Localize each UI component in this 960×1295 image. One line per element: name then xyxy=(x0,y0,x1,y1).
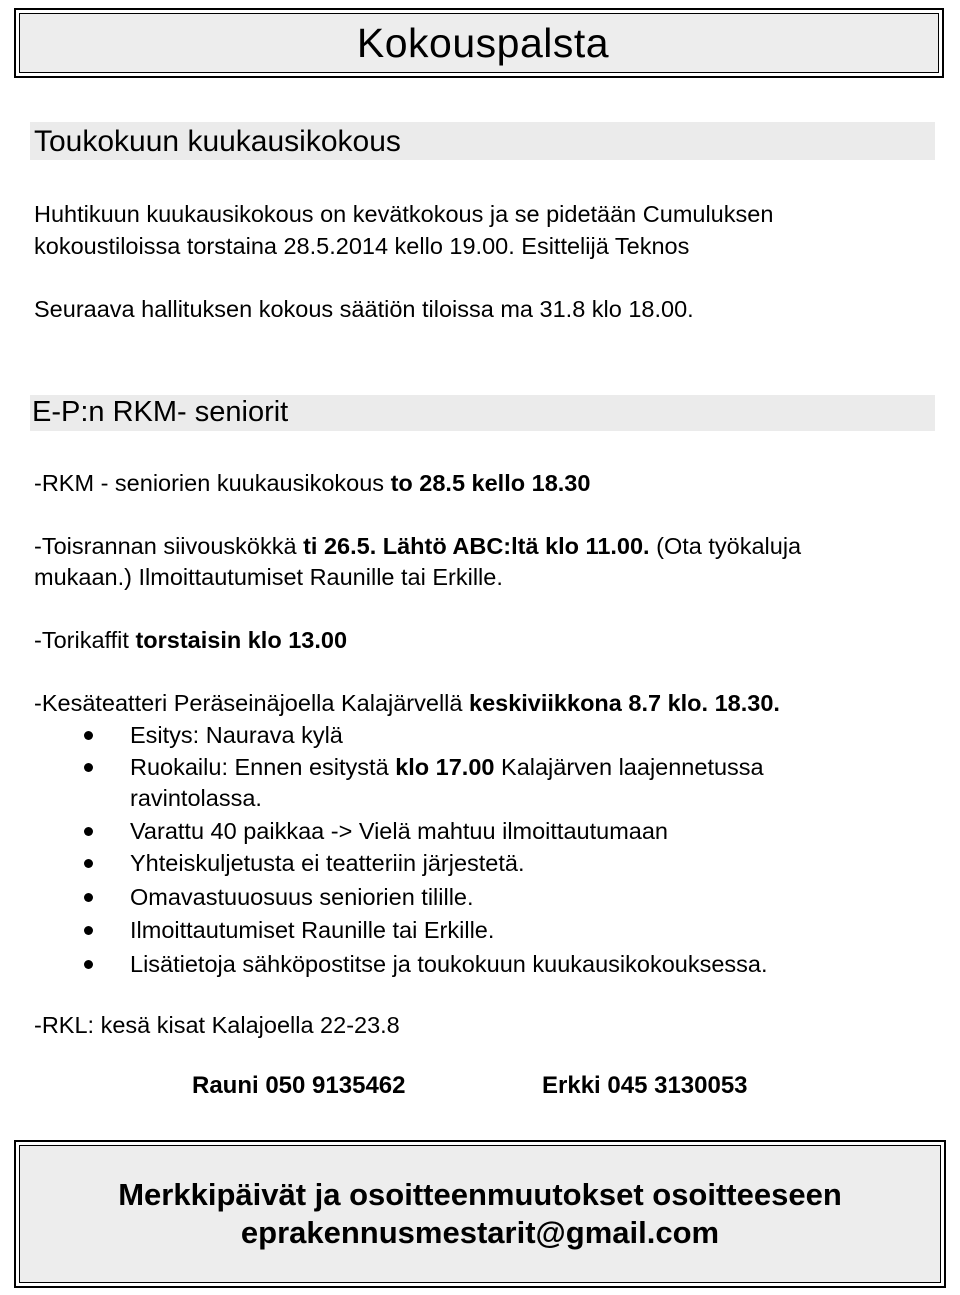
footer-box xyxy=(14,1140,946,1288)
contact-erkki: Erkki 045 3130053 xyxy=(542,1072,748,1099)
bullet-icon xyxy=(84,763,93,772)
paragraph-board-meeting: Seuraava hallituksen kokous säätiön tiloissa ma 31.8 klo 18.00. xyxy=(34,296,694,322)
item-text: -Toisrannan siivouskökkä xyxy=(34,533,304,559)
footer-inner xyxy=(19,1145,941,1283)
section-heading-band xyxy=(30,122,935,160)
item-text: -RKM - seniorien kuukausikokous xyxy=(34,470,391,496)
bullet-item: Yhteiskuljetusta ei teatteriin järjestetä. xyxy=(130,850,525,876)
section-heading-monthly-meeting: Toukokuun kuukausikokous xyxy=(34,125,401,158)
bullet-item: Varattu 40 paikkaa -> Vielä mahtuu ilmoittautumaan xyxy=(130,818,668,844)
footer-email: eprakennusmestarit@gmail.com xyxy=(240,1215,720,1250)
list-item xyxy=(34,625,347,655)
bullet-item: Esitys: Naurava kylä xyxy=(130,722,343,748)
bullet-icon xyxy=(84,926,93,935)
page-title: Kokouspalsta xyxy=(356,19,610,66)
item-date: torstaisin klo 13.00 xyxy=(135,627,348,653)
bullet-icon xyxy=(84,893,93,902)
contact-rauni: Rauni 050 9135462 xyxy=(192,1072,406,1099)
bullet-item: Omavastuuosuus seniorien tilille. xyxy=(130,884,474,910)
section-heading-band xyxy=(30,395,935,431)
section-heading-seniors: E-P:n RKM- seniorit xyxy=(32,396,289,428)
bullet-icon xyxy=(84,731,93,740)
bullet-item: Lisätietoja sähköpostitse ja toukokuun kuukausikokouksessa. xyxy=(130,951,768,977)
list-item xyxy=(34,468,590,498)
list-item xyxy=(34,531,801,561)
footer-text: Merkkipäivät ja osoitteenmuutokset osoitteeseen xyxy=(118,1177,842,1212)
bullet-text: Kalajärven laajennetussa xyxy=(494,754,764,780)
item-date: to 28.5 kello 18.30 xyxy=(390,470,591,496)
rkl-note: -RKL: kesä kisat Kalajoella 22-23.8 xyxy=(34,1012,400,1038)
bullet-icon xyxy=(84,859,93,868)
item-text: -Kesäteatteri Peräseinäjoella Kalajärvellä xyxy=(34,690,469,716)
bullet-time: klo 17.00 xyxy=(395,754,495,780)
title-box xyxy=(14,8,944,78)
item-date: ti 26.5. Lähtö ABC:ltä klo 11.00. xyxy=(303,533,650,559)
bullet-icon xyxy=(84,827,93,836)
bullet-item-continuation: ravintolassa. xyxy=(130,785,262,811)
item-text: -Torikaffit xyxy=(34,627,136,653)
paragraph-line: Huhtikuun kuukausikokous on kevätkokous ja se pidetään Cumuluksen xyxy=(34,201,774,227)
bullet-text: Ruokailu: Ennen esitystä xyxy=(130,754,396,780)
bullet-item: Ilmoittautumiset Raunille tai Erkille. xyxy=(130,917,495,943)
list-item xyxy=(34,688,780,718)
bullet-item xyxy=(130,752,764,782)
bullet-icon xyxy=(84,960,93,969)
paragraph-line: kokoustiloissa torstaina 28.5.2014 kello 19.00. Esittelijä Teknos xyxy=(34,233,690,259)
item-date: keskiviikkona 8.7 klo. 18.30. xyxy=(469,690,780,716)
list-item-continuation: mukaan.) Ilmoittautumiset Raunille tai Erkille. xyxy=(34,564,503,590)
item-text: (Ota työkaluja xyxy=(649,533,802,559)
title-inner xyxy=(19,13,939,73)
